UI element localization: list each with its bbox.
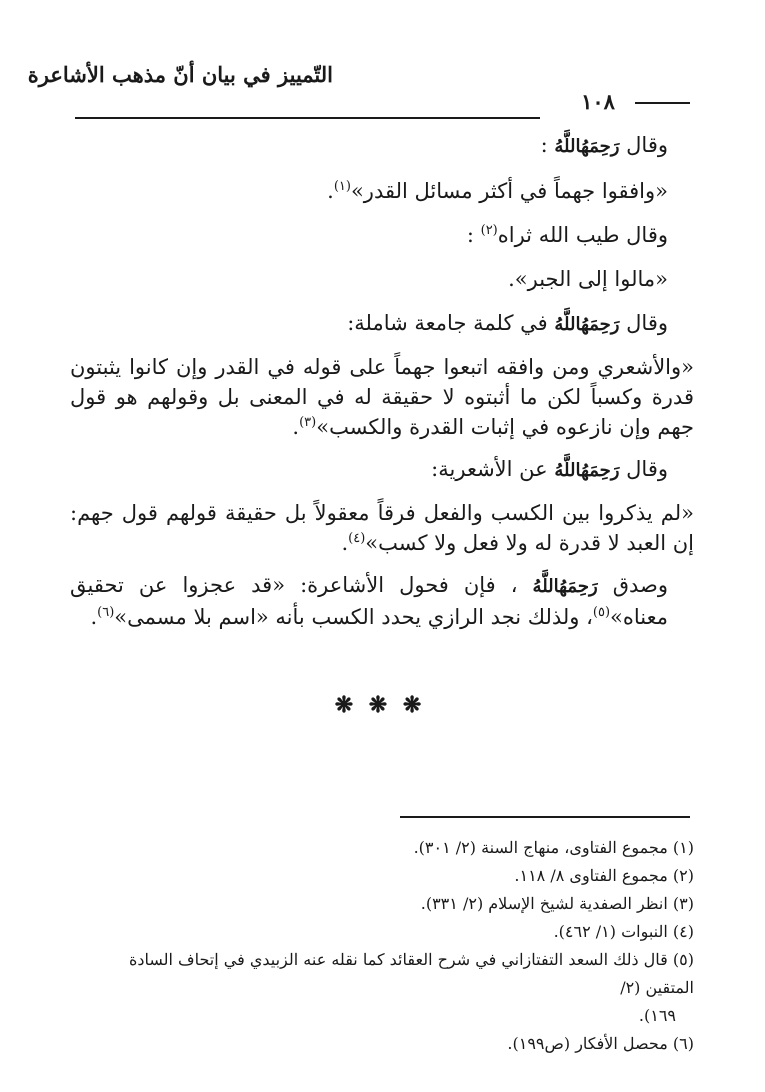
footnote-ref: (٦) — [97, 605, 115, 620]
paragraph-8: «لم يذكروا بين الكسب والفعل فرقاً معقولاً بل حقيقة قولهم قول جهم: إن العبد لا قدرة له ولا فعل ولا كسب»$^{(٤)}$. — [70, 501, 694, 555]
footnote-2: (٢) مجموع الفتاوى ٨/ ١١٨. — [514, 866, 694, 885]
honorific-glyph: رَحِمَهُاللَّهُ — [554, 460, 620, 481]
footnote-5-continued: ١٦٩). — [638, 1006, 676, 1025]
section-end-ornament: ❋ ❋ ❋ — [334, 692, 426, 718]
running-title: التّمييز في بيان أنّ مذهب الأشاعرة — [27, 62, 333, 87]
paragraph-3: وقال طيب الله ثراه$^{(٢)}$ : — [466, 223, 668, 247]
footnote-ref: (٣) — [299, 415, 317, 430]
honorific-glyph: رَحِمَهُاللَّهُ — [554, 314, 620, 335]
paragraph-4: «مالوا إلى الجبر». — [508, 267, 668, 291]
paragraph-5: وقال رَحِمَهُاللَّهُ في كلمة جامعة شاملة: — [347, 311, 668, 335]
honorific-glyph: رَحِمَهُاللَّهُ — [532, 576, 598, 597]
page-number: ١٠٨ — [581, 89, 615, 114]
footnote-5: (٥) قال ذلك السعد التفتازاني في شرح العقائد كما نقله عنه الزبيدي في إتحاف السادة المتقين (٢/ — [128, 950, 694, 997]
footnote-4: (٤) النبوات (١/ ٤٦٢). — [553, 922, 694, 941]
footnote-ref: (٤) — [348, 531, 366, 546]
footnote-ref: (٥) — [592, 605, 611, 620]
footnote-6: (٦) محصل الأفكار (ص١٩٩). — [507, 1034, 694, 1053]
page-number-rule — [635, 102, 690, 104]
footnote-3: (٣) انظر الصفدية لشيخ الإسلام (٢/ ٣٣١). — [420, 894, 694, 913]
paragraph-7: وقال رَحِمَهُاللَّهُ عن الأشعرية: — [431, 457, 668, 481]
footnote-1: (١) مجموع الفتاوى، منهاج السنة (٢/ ٣٠١). — [413, 838, 694, 857]
paragraph-1: وقال رَحِمَهُاللَّهُ : — [540, 133, 668, 157]
paragraph-9: وصدق رَحِمَهُاللَّهُ ، فإن فحول الأشاعرة: «قد عجزوا عن تحقيق معناه»$^{(٥)}$، ولذلك نجد الرازي يحدد الكسب بأنه «اسم بلا مسمى»$^{(٦)}$. — [70, 573, 668, 629]
honorific-glyph: رَحِمَهُاللَّهُ — [554, 136, 620, 157]
footnote-rule — [400, 816, 690, 818]
body-text — [70, 126, 694, 632]
paragraph-2: «وافقوا جهماً في أكثر مسائل القدر»$^{(١)}$. — [327, 179, 668, 203]
footnotes — [76, 834, 694, 1058]
footnote-ref: (١) — [333, 179, 351, 194]
footnote-ref: (٢) — [480, 223, 498, 238]
paragraph-6: «والأشعري ومن وافقه اتبعوا جهماً على قوله في القدر وإن كانوا يثبتون قدرة وكسباً لكن ما أثبتوه لا حقيقة له في المعنى بل وقولهم هو قول جهم وإن نازعوه في إثبات القدرة والكسب»$^{(٣)}$. — [70, 355, 694, 439]
header-rule — [75, 117, 540, 119]
